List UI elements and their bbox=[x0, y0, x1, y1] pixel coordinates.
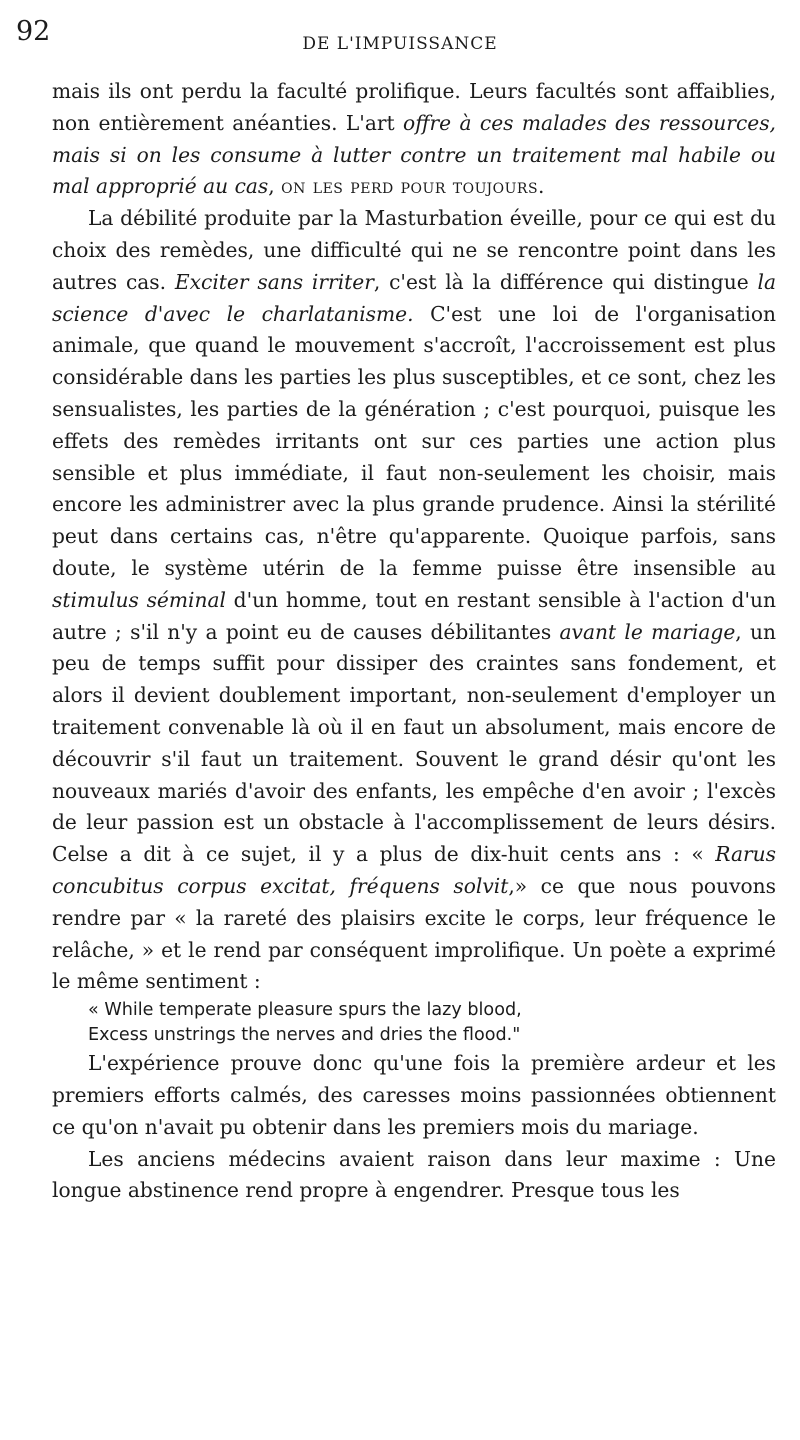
para2-text-2: , c'est là la différence qui distingue bbox=[373, 269, 758, 294]
para1-smallcaps: on les perd pour toujours. bbox=[281, 174, 545, 199]
para2-italic-1: Exciter sans irriter bbox=[174, 269, 374, 294]
para1-italic-1: offre à ces malades des ressources, mais si on les consume à lutter contre un traitement mal habile ou mal approprié au cas bbox=[52, 110, 776, 199]
para2-text-5: , un peu de temps suffit pour dissiper des craintes sans fondement, et alors il devient doublement important, non-seulement d'employer un traitement convenable là où il en faut un absolument, mais encore de découvrir s'il faut un traitement. Souvent le grand désir qu'ont les nouveaux mariés d'avoir des enfants, les empêche d'en avoir ; l'excès de leur passion est un obstacle à l'accomplissement de leurs désirs. Celse a dit à ce sujet, il y a plus de dix-huit cents ans : « bbox=[52, 619, 776, 867]
para2-text-6: ,» ce que nous pouvons rendre par « la rareté des plaisirs excite le corps, leur fréquence le relâche, » et le rend par conséquent improlifique. Un poète a exprimé le même sentiment : bbox=[52, 873, 776, 994]
quote-line-2: Excess unstrings the nerves and dries the flood." bbox=[88, 1025, 521, 1046]
paragraph-2 bbox=[52, 203, 776, 998]
paragraph-1 bbox=[52, 76, 776, 203]
para1-text-2: , bbox=[268, 174, 282, 199]
page-number: 92 bbox=[16, 16, 51, 47]
para1-text-1: mais ils ont perdu la faculté prolifique. Leurs facultés sont affaiblies, non entièrement anéanties. L'art bbox=[52, 79, 776, 135]
quote-line-1: « While temperate pleasure spurs the lazy blood, bbox=[88, 1000, 522, 1021]
para2-text-3: C'est une loi de l'organisation animale, que quand le mouvement s'accroît, l'accroissement est plus considérable dans les parties les plus susceptibles, et ce sont, chez les sensualistes, les parties de la génération ; c'est pourquoi, puisque les effets des remèdes irritants ont sur ces parties une action plus sensible et plus immédiate, il faut non-seulement les choisir, mais encore les administrer avec la plus grande prudence. Ainsi la stérilité peut dans certains cas, n'être qu'apparente. Quoique parfois, sans doute, le système utérin de la femme puisse être insensible au bbox=[52, 301, 777, 580]
page-body bbox=[52, 76, 776, 1207]
para2-italic-2: la science d'avec le charlatanisme. bbox=[52, 269, 776, 326]
para2-text-4: d'un homme, tout en restant sensible à l'action d'un autre ; s'il n'y a point eu de causes débilitantes bbox=[52, 587, 776, 644]
verse-quote bbox=[52, 998, 776, 1048]
running-title: DE L'IMPUISSANCE bbox=[302, 34, 498, 54]
paragraph-3: L'expérience prouve donc qu'une fois la première ardeur et les premiers efforts calmés, des caresses moins passionnées obtiennent ce qu'on n'avait pu obtenir dans les premiers mois du mariage. bbox=[52, 1051, 776, 1139]
para2-italic-4: avant le mariage bbox=[559, 619, 736, 644]
para2-italic-3: stimulus séminal bbox=[52, 587, 226, 612]
para2-italic-5: Rarus concubitus corpus excitat, fréquens solvit bbox=[52, 842, 776, 898]
para2-text-1: La débilité produite par la Masturbation éveille, pour ce qui est du choix des remèdes, une difficulté qui ne se rencontre point dans les autres cas. bbox=[52, 206, 776, 294]
paragraph-4: Les anciens médecins avaient raison dans leur maxime : Une longue abstinence rend propre à engendrer. Presque tous les bbox=[52, 1146, 776, 1203]
